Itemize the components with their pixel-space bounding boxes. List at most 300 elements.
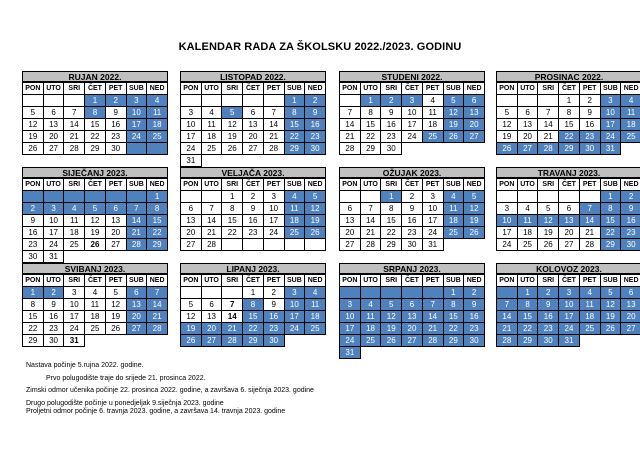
day-cell: 21	[340, 131, 361, 143]
day-header: ČET	[402, 83, 423, 95]
day-cell	[464, 239, 485, 251]
day-cell	[64, 191, 85, 203]
day-cell: 26	[538, 239, 559, 251]
day-cell: 4	[621, 95, 640, 107]
day-cell: 17	[422, 215, 443, 227]
week-row	[497, 227, 640, 239]
day-cell: 10	[263, 203, 284, 215]
day-cell: 28	[340, 143, 361, 155]
day-cell: 13	[43, 119, 64, 131]
day-cell: 14	[360, 215, 381, 227]
week-row	[181, 131, 326, 143]
day-cell: 20	[621, 311, 640, 323]
day-cell: 2	[381, 95, 402, 107]
day-cell: 18	[422, 119, 443, 131]
day-cell: 22	[600, 227, 621, 239]
day-header: NED	[305, 275, 326, 287]
week-row	[181, 203, 326, 215]
day-header: SRI	[538, 83, 559, 95]
day-cell: 26	[497, 143, 518, 155]
week-row	[23, 131, 168, 143]
day-cell: 4	[305, 287, 326, 299]
day-cell: 21	[422, 323, 443, 335]
day-cell: 20	[201, 323, 222, 335]
day-header: SUB	[126, 179, 147, 191]
day-cell: 17	[497, 227, 518, 239]
day-cell: 28	[360, 239, 381, 251]
day-cell: 1	[147, 191, 168, 203]
week-row	[497, 203, 640, 215]
day-header: SUB	[443, 179, 464, 191]
day-cell	[538, 191, 559, 203]
day-cell	[126, 191, 147, 203]
week-row	[340, 227, 485, 239]
month-title: STUDENI 2022.	[339, 71, 485, 82]
month-calendar	[180, 263, 326, 347]
day-cell: 16	[105, 119, 126, 131]
day-cell: 5	[105, 287, 126, 299]
day-cell: 16	[381, 119, 402, 131]
day-cell: 19	[464, 215, 485, 227]
week-row	[497, 143, 640, 155]
day-cell: 21	[497, 323, 518, 335]
note-line: Nastava počinje 5.rujna 2022. godine.	[26, 362, 144, 369]
day-cell: 19	[381, 323, 402, 335]
day-cell	[422, 143, 443, 155]
day-cell: 21	[538, 131, 559, 143]
day-cell	[517, 95, 538, 107]
day-header: SRI	[64, 83, 85, 95]
day-cell: 15	[284, 119, 305, 131]
week-row	[340, 323, 485, 335]
day-cell: 30	[263, 335, 284, 347]
day-cell: 28	[538, 143, 559, 155]
day-cell: 20	[517, 131, 538, 143]
day-cell: 1	[517, 287, 538, 299]
day-cell	[105, 335, 126, 347]
week-row	[340, 107, 485, 119]
day-cell: 13	[243, 119, 264, 131]
day-cell: 23	[305, 131, 326, 143]
day-cell	[181, 191, 202, 203]
day-cell: 9	[305, 107, 326, 119]
day-cell: 4	[443, 191, 464, 203]
day-cell: 7	[126, 203, 147, 215]
day-cell: 15	[23, 311, 44, 323]
day-cell: 8	[381, 203, 402, 215]
day-cell: 23	[23, 239, 44, 251]
day-cell: 21	[222, 323, 243, 335]
day-cell: 3	[497, 203, 518, 215]
day-cell: 18	[579, 311, 600, 323]
day-cell: 8	[85, 107, 106, 119]
day-cell: 7	[340, 107, 361, 119]
day-cell: 19	[538, 227, 559, 239]
day-cell: 7	[422, 299, 443, 311]
day-cell: 24	[284, 323, 305, 335]
day-cell: 5	[497, 107, 518, 119]
day-cell: 6	[464, 95, 485, 107]
day-cell: 4	[579, 287, 600, 299]
day-cell	[126, 251, 147, 263]
day-cell: 26	[222, 143, 243, 155]
day-cell: 24	[600, 131, 621, 143]
day-cell: 25	[201, 143, 222, 155]
day-cell: 13	[402, 311, 423, 323]
day-cell: 31	[181, 155, 202, 167]
day-cell	[222, 239, 243, 251]
day-cell: 7	[201, 203, 222, 215]
day-cell: 1	[559, 95, 580, 107]
day-cell: 14	[126, 215, 147, 227]
day-cell: 6	[126, 287, 147, 299]
day-cell	[105, 251, 126, 263]
day-header: PET	[105, 179, 126, 191]
week-row	[23, 239, 168, 251]
day-cell: 23	[538, 323, 559, 335]
day-cell: 27	[201, 335, 222, 347]
day-cell: 9	[243, 203, 264, 215]
week-row	[340, 239, 485, 251]
day-cell: 23	[402, 227, 423, 239]
day-cell: 29	[559, 143, 580, 155]
day-cell: 10	[422, 203, 443, 215]
day-cell	[579, 335, 600, 347]
month-calendar	[339, 263, 485, 359]
day-cell	[64, 251, 85, 263]
day-cell: 14	[201, 215, 222, 227]
day-cell: 10	[181, 119, 202, 131]
day-cell	[340, 191, 361, 203]
day-cell: 4	[64, 203, 85, 215]
day-cell: 24	[126, 131, 147, 143]
day-cell	[201, 95, 222, 107]
day-header: UTO	[517, 83, 538, 95]
day-cell: 17	[402, 119, 423, 131]
month-title: KOLOVOZ 2023.	[496, 263, 640, 274]
day-cell: 3	[559, 287, 580, 299]
day-cell: 28	[422, 335, 443, 347]
day-cell: 9	[381, 107, 402, 119]
day-header: PET	[422, 83, 443, 95]
day-cell: 5	[85, 203, 106, 215]
day-cell	[360, 287, 381, 299]
day-cell: 12	[305, 203, 326, 215]
note-line: Proljetni odmor počinje 6. travnja 2023. godine, a završava 14. travnja 2023. godine	[26, 408, 286, 415]
day-cell: 12	[443, 107, 464, 119]
day-cell: 24	[181, 143, 202, 155]
day-cell: 25	[621, 131, 640, 143]
day-cell	[43, 191, 64, 203]
day-cell: 3	[340, 299, 361, 311]
day-cell: 19	[497, 131, 518, 143]
note-line: Prvo polugodište traje do srijede 21. prosinca 2022.	[46, 375, 206, 382]
day-cell: 30	[402, 239, 423, 251]
day-cell	[85, 191, 106, 203]
day-cell: 15	[222, 215, 243, 227]
day-cell: 28	[263, 143, 284, 155]
day-cell: 22	[381, 227, 402, 239]
day-cell	[263, 239, 284, 251]
day-cell: 4	[517, 203, 538, 215]
day-cell: 7	[64, 107, 85, 119]
day-cell: 7	[222, 299, 243, 311]
day-cell: 29	[23, 335, 44, 347]
day-cell: 6	[517, 107, 538, 119]
day-cell: 7	[360, 203, 381, 215]
day-cell: 25	[422, 131, 443, 143]
day-cell: 20	[402, 323, 423, 335]
week-row	[340, 215, 485, 227]
week-row	[181, 323, 326, 335]
day-cell: 12	[85, 215, 106, 227]
day-cell: 22	[284, 131, 305, 143]
day-header: SUB	[443, 275, 464, 287]
day-cell	[381, 287, 402, 299]
day-cell: 12	[105, 299, 126, 311]
day-cell: 12	[381, 311, 402, 323]
week-row	[497, 287, 640, 299]
day-cell: 16	[43, 311, 64, 323]
day-cell	[126, 335, 147, 347]
day-header: ČET	[243, 275, 264, 287]
day-cell: 10	[402, 107, 423, 119]
day-header: NED	[147, 179, 168, 191]
day-cell: 3	[600, 95, 621, 107]
day-cell: 4	[201, 107, 222, 119]
day-cell: 1	[443, 287, 464, 299]
day-cell: 18	[147, 119, 168, 131]
day-cell	[284, 335, 305, 347]
day-header: SUB	[443, 83, 464, 95]
day-cell: 18	[85, 311, 106, 323]
day-cell: 31	[340, 347, 361, 359]
day-cell: 13	[126, 299, 147, 311]
week-row	[181, 299, 326, 311]
day-cell: 10	[126, 107, 147, 119]
day-cell: 8	[600, 203, 621, 215]
day-cell: 2	[105, 95, 126, 107]
day-header: UTO	[517, 275, 538, 287]
day-cell: 5	[538, 203, 559, 215]
day-cell: 19	[105, 311, 126, 323]
day-cell: 19	[600, 311, 621, 323]
day-cell: 28	[222, 335, 243, 347]
day-header: NED	[621, 83, 640, 95]
day-cell	[360, 191, 381, 203]
day-cell: 22	[23, 323, 44, 335]
day-header: UTO	[517, 179, 538, 191]
day-cell: 1	[23, 287, 44, 299]
day-cell: 7	[579, 203, 600, 215]
week-row	[181, 335, 326, 347]
day-header: SUB	[126, 275, 147, 287]
day-cell: 5	[381, 299, 402, 311]
month-calendar	[180, 71, 326, 167]
day-header: UTO	[201, 83, 222, 95]
day-cell: 27	[181, 239, 202, 251]
week-row	[23, 287, 168, 299]
day-cell: 3	[43, 203, 64, 215]
day-cell: 15	[443, 311, 464, 323]
day-cell: 11	[422, 107, 443, 119]
day-cell: 6	[105, 203, 126, 215]
day-cell: 13	[517, 119, 538, 131]
day-header: SUB	[284, 179, 305, 191]
day-cell: 9	[464, 299, 485, 311]
day-cell: 29	[85, 143, 106, 155]
day-cell: 6	[43, 107, 64, 119]
day-cell: 3	[402, 95, 423, 107]
day-cell: 8	[517, 299, 538, 311]
day-header: SUB	[284, 275, 305, 287]
week-row	[340, 95, 485, 107]
day-cell: 23	[621, 227, 640, 239]
day-cell: 29	[243, 335, 264, 347]
week-row	[340, 131, 485, 143]
day-cell: 1	[360, 95, 381, 107]
day-cell: 22	[360, 131, 381, 143]
day-header: ČET	[85, 179, 106, 191]
day-cell: 11	[284, 203, 305, 215]
day-cell	[360, 347, 381, 359]
day-header: SRI	[64, 179, 85, 191]
day-cell: 8	[360, 107, 381, 119]
day-cell: 16	[243, 215, 264, 227]
day-cell: 17	[43, 227, 64, 239]
day-cell: 26	[443, 131, 464, 143]
day-cell: 21	[201, 227, 222, 239]
day-cell	[201, 155, 222, 167]
day-cell	[147, 335, 168, 347]
day-cell	[85, 335, 106, 347]
day-header: PET	[422, 179, 443, 191]
day-cell: 24	[497, 239, 518, 251]
day-cell: 11	[305, 299, 326, 311]
day-cell: 9	[621, 203, 640, 215]
day-cell: 19	[443, 119, 464, 131]
day-header: SRI	[381, 179, 402, 191]
day-header: ČET	[85, 83, 106, 95]
day-cell: 29	[600, 239, 621, 251]
day-header: PET	[579, 275, 600, 287]
week-row	[340, 119, 485, 131]
day-cell: 6	[181, 203, 202, 215]
day-header: PON	[23, 83, 44, 95]
day-cell: 4	[85, 287, 106, 299]
week-row	[497, 323, 640, 335]
day-cell: 23	[381, 131, 402, 143]
day-cell: 18	[201, 131, 222, 143]
day-cell: 13	[181, 215, 202, 227]
day-cell: 8	[443, 299, 464, 311]
day-header: NED	[147, 275, 168, 287]
day-cell: 3	[422, 191, 443, 203]
week-row	[497, 119, 640, 131]
day-cell: 18	[64, 227, 85, 239]
day-header: ČET	[402, 275, 423, 287]
day-cell: 3	[126, 95, 147, 107]
day-cell: 11	[147, 107, 168, 119]
day-cell: 30	[23, 251, 44, 263]
day-cell: 30	[464, 335, 485, 347]
week-row	[340, 347, 485, 359]
day-header: UTO	[360, 275, 381, 287]
day-cell	[600, 335, 621, 347]
day-cell: 27	[402, 335, 423, 347]
day-cell: 27	[105, 239, 126, 251]
day-cell	[443, 239, 464, 251]
day-cell	[222, 155, 243, 167]
day-cell: 16	[23, 227, 44, 239]
week-row	[497, 311, 640, 323]
day-cell: 18	[517, 227, 538, 239]
day-cell: 2	[402, 191, 423, 203]
day-cell: 25	[305, 323, 326, 335]
day-cell: 12	[538, 215, 559, 227]
month-title: LIPANJ 2023.	[180, 263, 326, 274]
day-header: PON	[340, 179, 361, 191]
day-cell	[85, 251, 106, 263]
day-header: SRI	[381, 275, 402, 287]
day-cell: 22	[517, 323, 538, 335]
month-title: PROSINAC 2022.	[496, 71, 640, 82]
day-cell	[284, 155, 305, 167]
month-calendar	[339, 167, 485, 251]
week-row	[23, 191, 168, 203]
day-header: UTO	[201, 179, 222, 191]
day-header: PET	[105, 83, 126, 95]
day-cell	[422, 347, 443, 359]
day-cell: 19	[85, 227, 106, 239]
day-cell: 19	[222, 131, 243, 143]
day-cell: 10	[559, 299, 580, 311]
day-cell: 25	[360, 335, 381, 347]
day-cell: 1	[222, 191, 243, 203]
day-cell: 19	[305, 215, 326, 227]
day-cell: 13	[105, 215, 126, 227]
day-cell: 25	[284, 227, 305, 239]
day-cell: 10	[497, 215, 518, 227]
day-cell: 20	[559, 227, 580, 239]
day-cell: 4	[147, 95, 168, 107]
day-cell: 25	[579, 323, 600, 335]
day-cell	[497, 191, 518, 203]
day-cell	[464, 347, 485, 359]
day-cell: 6	[402, 299, 423, 311]
day-cell: 16	[621, 215, 640, 227]
day-cell: 4	[360, 299, 381, 311]
day-cell	[201, 287, 222, 299]
day-cell: 24	[402, 131, 423, 143]
week-row	[497, 239, 640, 251]
week-row	[23, 299, 168, 311]
day-cell: 16	[402, 215, 423, 227]
week-row	[23, 215, 168, 227]
day-cell: 11	[64, 215, 85, 227]
day-cell: 15	[243, 311, 264, 323]
day-cell: 22	[243, 323, 264, 335]
day-cell: 21	[579, 227, 600, 239]
day-cell: 13	[464, 107, 485, 119]
day-cell	[222, 95, 243, 107]
day-cell: 27	[517, 143, 538, 155]
day-cell: 18	[360, 323, 381, 335]
day-header: ČET	[559, 179, 580, 191]
day-header: UTO	[201, 275, 222, 287]
day-cell: 30	[538, 335, 559, 347]
day-cell: 15	[559, 119, 580, 131]
